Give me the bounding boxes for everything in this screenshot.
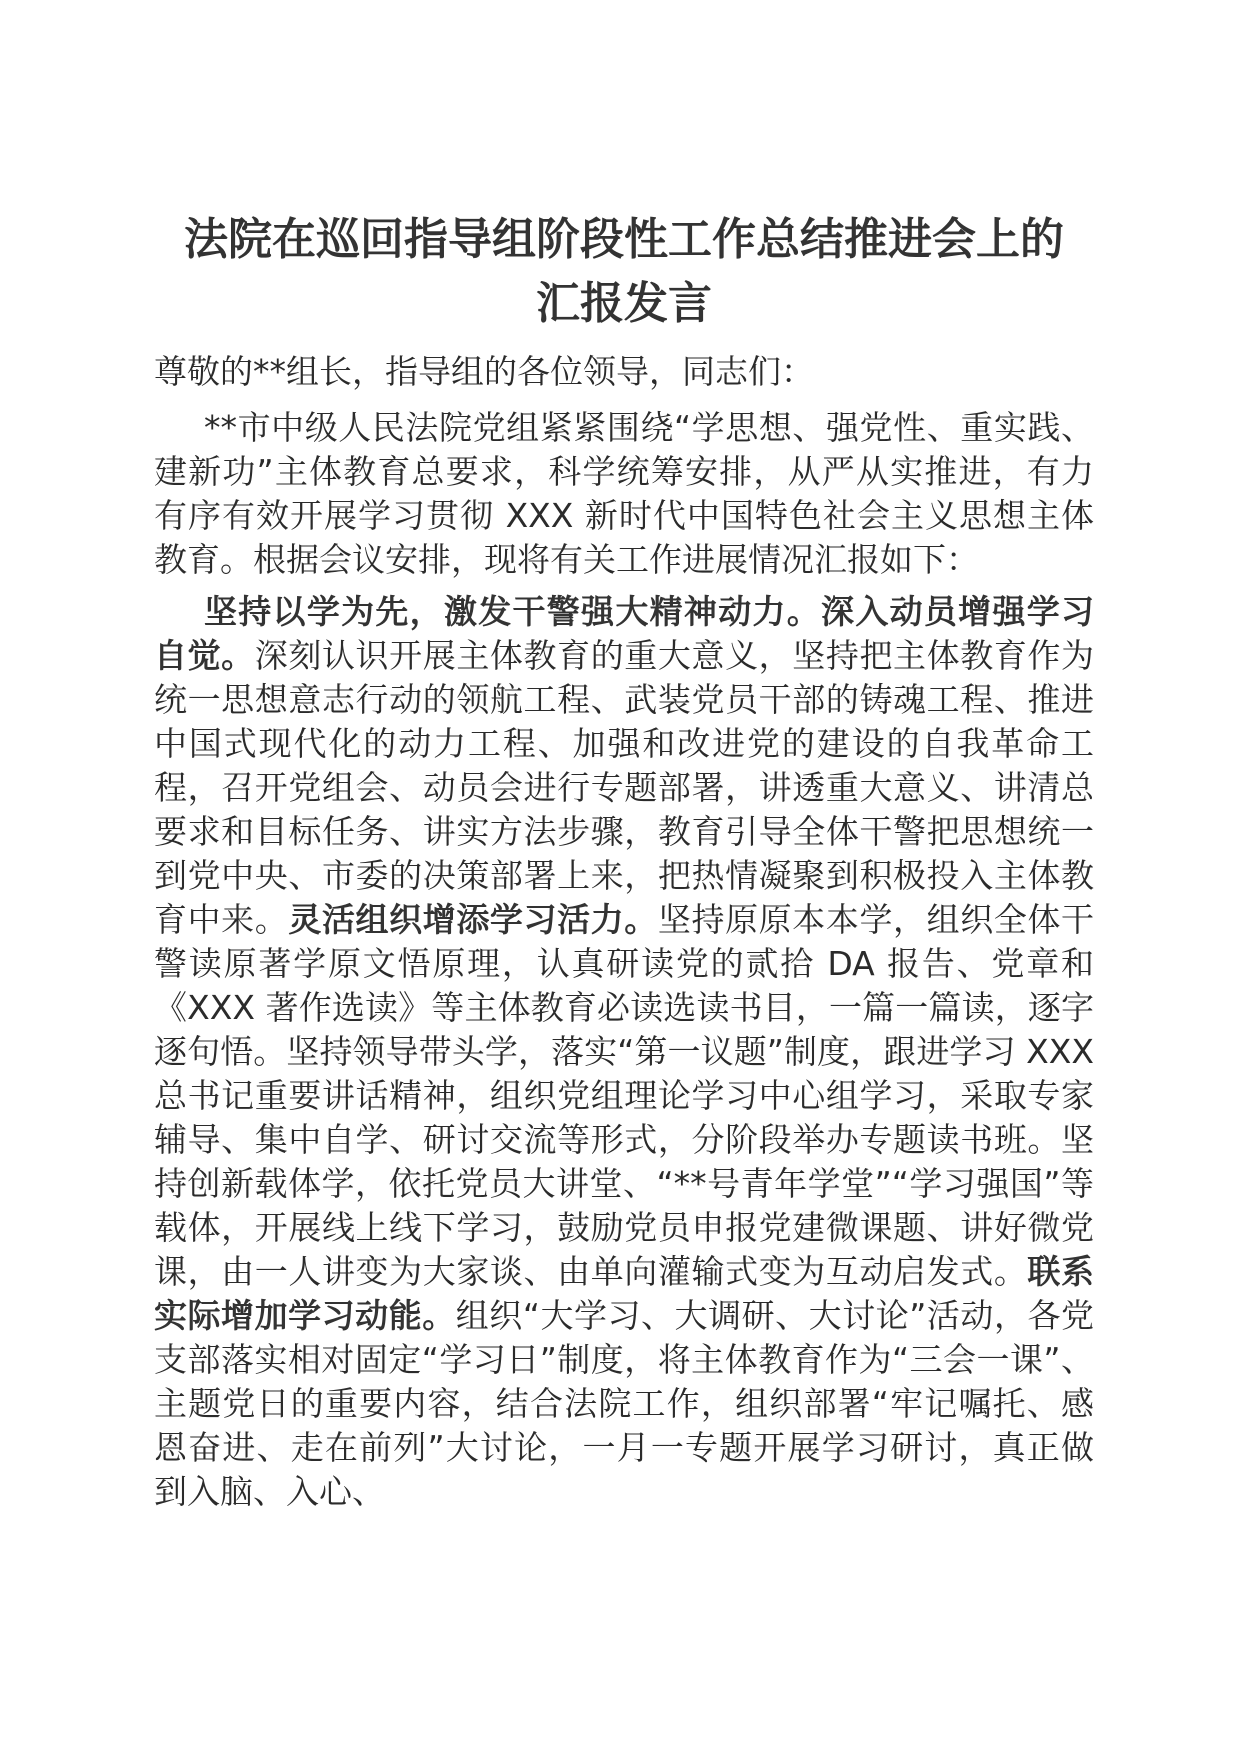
- title-line-1: 法院在巡回指导组阶段性工作总结推进会上的: [184, 214, 1064, 265]
- section-1-paragraph: [154, 590, 1094, 1514]
- title-line-2: 汇报发言: [536, 278, 712, 329]
- salutation: 尊敬的**组长，指导组的各位领导，同志们：: [154, 352, 814, 391]
- document-page: [154, 208, 1094, 1514]
- subsection-3-text: 组织“大学习、大调研、大讨论”活动，各党支部落实相对固定“学习日”制度，将主体教育作为“三会一课”、主题党日的重要内容，结合法院工作，组织部署“牢记嘱托、感恩奋进、走在前列”大讨论，一月一专题开展学习研讨，真正做到入脑、入心、: [154, 1296, 1094, 1511]
- subsection-2-title: 灵活组织增添学习活力。: [288, 900, 658, 939]
- subsection-1-title: 深入动员增强学习自觉。: [154, 592, 1095, 675]
- subsection-1-text: 深刻认识开展主体教育的重大意义，坚持把主体教育作为统一思想意志行动的领航工程、武装党员干部的铸魂工程、推进中国式现代化的动力工程、加强和改进党的建设的自我革命工程，召开党组会、动员会进行专题部署，讲透重大意义、讲清总要求和目标任务、讲实方法步骤，教育引导全体干警把思想统一到党中央、市委的决策部署上来，把热情凝聚到积极投入主体教育中来。: [154, 636, 1095, 939]
- document-title: [154, 208, 1094, 336]
- subsection-2-text: 坚持原原本本学，组织全体干警读原著学原文悟原理，认真研读党的贰拾 DA 报告、党章和《XXX 著作选读》等主体教育必读选读书目，一篇一篇读，逐字逐句悟。坚持领导带头学，落实“第一议题”制度，跟进学习 XXX 总书记重要讲话精神，组织党组理论学习中心组学习，采取专家辅导、集中自学、研讨交流等形式，分阶段举办专题读书班。坚持创新载体学，依托党员大讲堂、“**号青年学堂”“学习强国”等载体，开展线上线下学习，鼓励党员申报党建微课题、讲好微党课，由一人讲变为大家谈、由单向灌输式变为互动启发式。: [154, 900, 1095, 1291]
- subsection-3-title: 联系实际增加学习动能。: [154, 1252, 1095, 1335]
- section-1-heading: 坚持以学为先，激发干警强大精神动力。: [204, 592, 822, 631]
- intro-paragraph: **市中级人民法院党组紧紧围绕“学思想、强党性、重实践、建新功”主体教育总要求，科学统筹安排，从严从实推进，有力有序有效开展学习贯彻 XXX 新时代中国特色社会主义思想主体教育。根据会议安排，现将有关工作进展情况汇报如下：: [154, 408, 1094, 579]
